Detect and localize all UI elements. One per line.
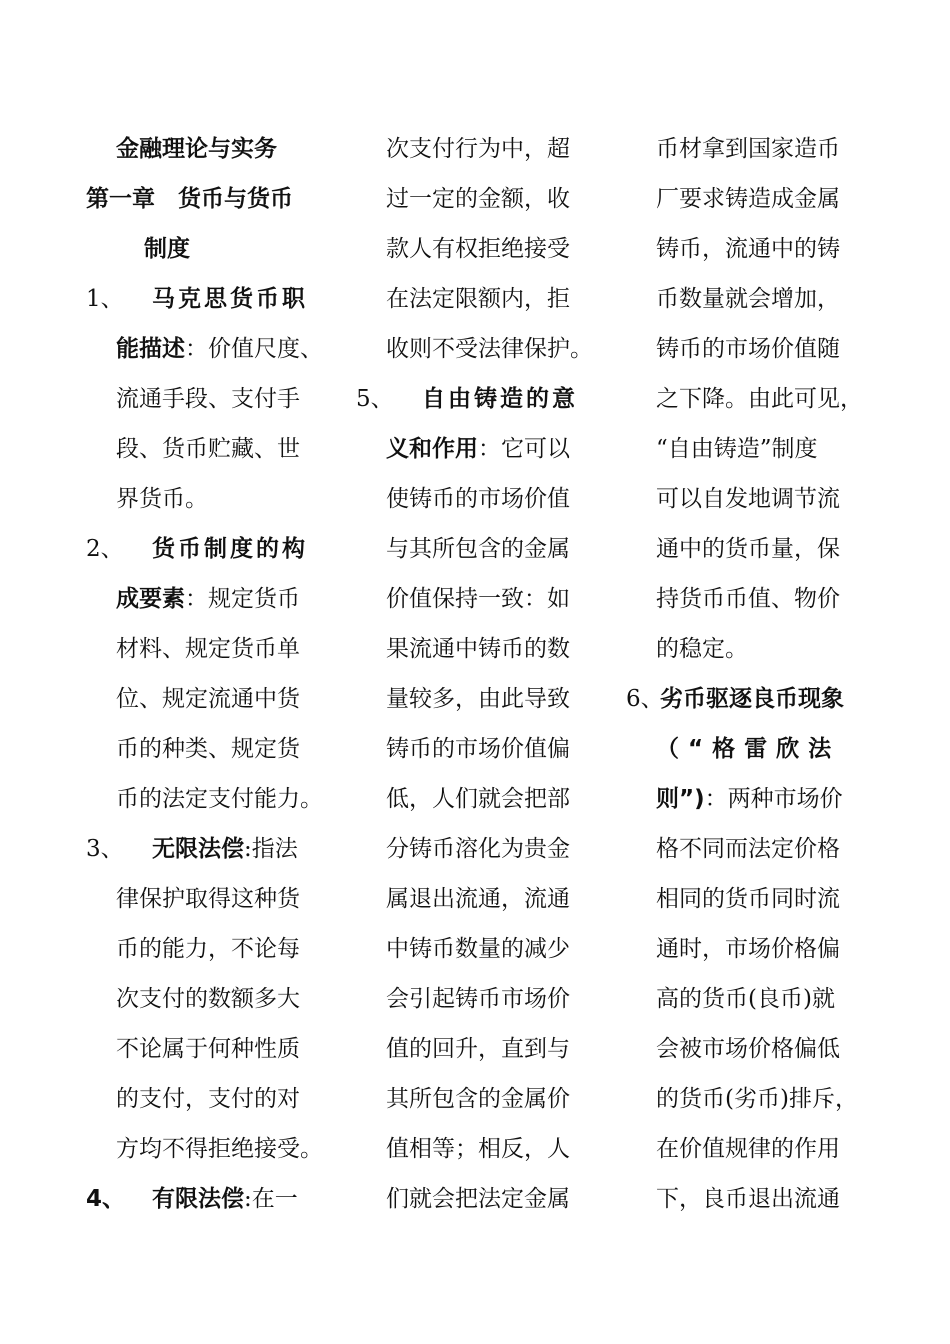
text-line: 的稳定。 <box>656 636 748 662</box>
item-5-line <box>356 374 578 424</box>
text-line: 可以自发地调节流 <box>656 486 840 512</box>
item-3-number: 3、 <box>86 836 124 862</box>
item-5-text: ：它可以 <box>478 436 570 462</box>
item-4-heading: 有限法偿 <box>152 1186 244 1212</box>
item-6-heading: 劣币驱逐良币现象 <box>660 686 844 712</box>
text-line: 厂要求铸造成金属 <box>656 186 840 212</box>
text-line: 次支付行为中，超 <box>386 136 570 162</box>
item-6-heading-end: 则”) <box>656 786 705 812</box>
chapter-heading: 第一章 货币与货币 <box>86 186 293 212</box>
text-line: 的支付，支付的对 <box>116 1086 300 1112</box>
item-6-text: ：两种市场价 <box>704 786 843 812</box>
item-5-number: 5、 <box>356 386 394 412</box>
text-line: 币数量就会增加， <box>656 286 840 312</box>
text-line: 币的法定支付能力。 <box>116 786 323 812</box>
text-line: 在价值规律的作用 <box>656 1136 840 1162</box>
text-line: 下，良币退出流通 <box>656 1186 840 1212</box>
item-2-heading-cont: 成要素 <box>116 586 185 612</box>
text-line: 在法定限额内，拒 <box>386 286 570 312</box>
text-line: 通时，市场价格偏 <box>656 936 840 962</box>
text-line: 材料、规定货币单 <box>116 636 300 662</box>
text-line: 位、规定流通中货 <box>116 686 300 712</box>
text-line: 之下降。由此可见， <box>656 386 863 412</box>
item-4-number: 4、 <box>86 1186 126 1212</box>
text-line: 相同的货币同时流 <box>656 886 840 912</box>
text-line: 会被市场价格偏低 <box>656 1036 840 1062</box>
text-line: 币的种类、规定货 <box>116 736 300 762</box>
text-line: 会引起铸币市场价 <box>386 986 570 1012</box>
text-line: 与其所包含的金属 <box>386 536 570 562</box>
item-2-text: ：规定货币 <box>185 586 300 612</box>
text-line: 格不同而法定价格 <box>656 836 840 862</box>
text-line: 果流通中铸币的数 <box>386 636 570 662</box>
item-5-line <box>386 424 570 474</box>
document-title: 金融理论与实务 <box>116 136 277 162</box>
text-line: 们就会把法定金属 <box>386 1186 570 1212</box>
text-line: 收则不受法律保护。 <box>386 336 593 362</box>
item-2-line <box>116 574 300 624</box>
text-line: 币的能力，不论每 <box>116 936 300 962</box>
text-line: 低，人们就会把部 <box>386 786 570 812</box>
text-line: 值的回升，直到与 <box>386 1036 570 1062</box>
item-6-heading-cont: （“格雷欣法 <box>656 736 841 762</box>
item-2-line <box>86 524 308 574</box>
text-line: 界货币。 <box>116 486 208 512</box>
text-line: 其所包含的金属价 <box>386 1086 570 1112</box>
text-line: 币材拿到国家造币 <box>656 136 840 162</box>
text-line: 过一定的金额，收 <box>386 186 570 212</box>
text-line: 使铸币的市场价值 <box>386 486 570 512</box>
text-line: 铸币的市场价值随 <box>656 336 840 362</box>
item-1-line <box>86 274 308 324</box>
item-3-heading: 无限法偿 <box>152 836 244 862</box>
text-line: 方均不得拒绝接受。 <box>116 1136 323 1162</box>
item-5-heading: 自由铸造的意 <box>422 386 578 412</box>
item-4-line <box>86 1174 298 1224</box>
text-line: 持货币币值、物价 <box>656 586 840 612</box>
item-1-heading: 马克思货币职 <box>152 286 308 312</box>
text-line: 属退出流通，流通 <box>386 886 570 912</box>
item-1-line <box>116 324 323 374</box>
item-2-number: 2、 <box>86 536 124 562</box>
text-line: 律保护取得这种货 <box>116 886 300 912</box>
item-2-heading: 货币制度的构 <box>152 536 308 562</box>
item-4-text: :在一 <box>244 1186 298 1212</box>
item-6-line <box>656 774 843 824</box>
text-line: 款人有权拒绝接受 <box>386 236 570 262</box>
text-line: 中铸币数量的减少 <box>386 936 570 962</box>
item-1-number: 1、 <box>86 286 124 312</box>
text-line: 流通手段、支付手 <box>116 386 300 412</box>
item-3-line <box>86 824 298 874</box>
item-1-text: ：价值尺度、 <box>185 336 323 362</box>
text-line: 段、货币贮藏、世 <box>116 436 300 462</box>
text-line: 分铸币溶化为贵金 <box>386 836 570 862</box>
text-line: 铸币，流通中的铸 <box>656 236 840 262</box>
item-6-line <box>626 674 844 724</box>
item-3-text: :指法 <box>244 836 298 862</box>
text-line: 铸币的市场价值偏 <box>386 736 570 762</box>
text-line: “自由铸造”制度 <box>656 436 818 462</box>
item-6-number: 6、 <box>626 686 664 712</box>
item-5-heading-cont: 义和作用 <box>386 436 478 462</box>
text-line: 价值保持一致：如 <box>386 586 570 612</box>
text-line: 高的货币(良币)就 <box>656 986 835 1012</box>
text-line: 值相等；相反，人 <box>386 1136 570 1162</box>
text-line: 通中的货币量，保 <box>656 536 840 562</box>
text-line: 的货币(劣币)排斥， <box>656 1086 858 1112</box>
text-line: 量较多，由此导致 <box>386 686 570 712</box>
item-1-heading-cont: 能描述 <box>116 336 185 362</box>
chapter-heading-cont: 制度 <box>144 236 190 262</box>
text-line: 次支付的数额多大 <box>116 986 300 1012</box>
text-line: 不论属于何种性质 <box>116 1036 300 1062</box>
